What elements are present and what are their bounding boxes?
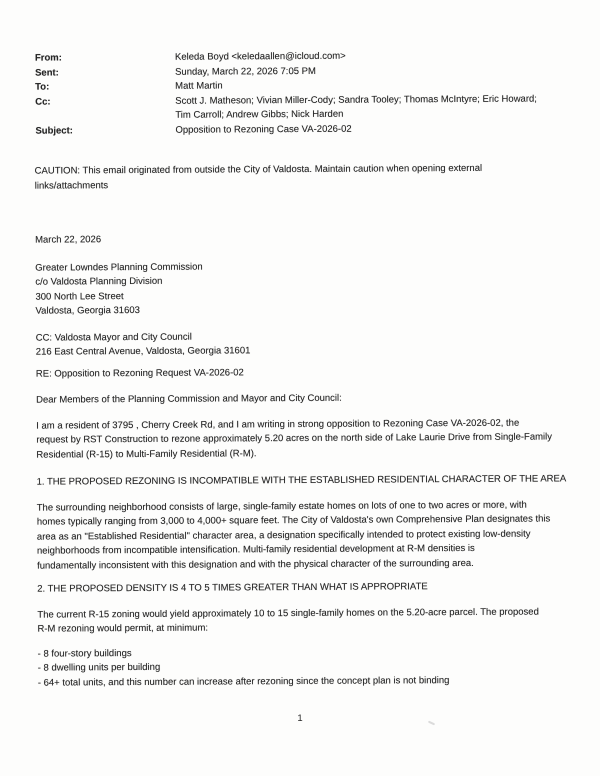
section1-heading: 1. THE PROPOSED REZONING IS INCOMPATIBLE WITH THE ESTABLISHED RESIDENTIAL CHARACTER OF THE AREA	[36, 473, 567, 488]
cc-label: Cc:	[35, 96, 51, 108]
subject-value: Opposition to Rezoning Case VA-2026-02	[175, 123, 352, 136]
subject-label: Subject:	[35, 124, 73, 137]
letter-date: March 22, 2026	[35, 234, 102, 246]
email-header	[35, 48, 599, 138]
salutation: Dear Members of the Planning Commission and Mayor and City Council:	[36, 392, 342, 406]
sent-value: Sunday, March 22, 2026 7:05 PM	[175, 65, 316, 78]
cc-value: Scott J. Matheson; Vivian Miller-Cody; Sandra Tooley; Thomas McIntyre; Eric Howard; Tim Carroll; Andrew Gibbs; Nick Harden	[175, 93, 537, 121]
page-number: 1	[297, 713, 303, 724]
header-row-cc	[35, 92, 598, 124]
section2-heading: 2. THE PROPOSED DENSITY IS 4 TO 5 TIMES GREATER THAN WHAT IS APPROPRIATE	[37, 581, 428, 595]
section1-paragraph: The surrounding neighborhood consists of large, single-family estate homes on lots of one to two acres or more, with homes typically ranging from 3,000 to 4,000+ square feet. The City of Valdosta's own Comprehensive Plan designates this area as an "Established Residential" character area, a designation specifically intended to protect existing low-density neighborhoods from incompatible intensification. Multi-family residential development at R-M densities is fundamentally inconsistent with this designation and with the physical character of the surrounding area.	[36, 499, 551, 572]
to-label: To:	[35, 81, 50, 93]
bullet-list: - 8 four-story buildings - 8 dwelling units per building - 64+ total units, and this number can increase after rezoning since the concept plan is not binding	[37, 647, 450, 689]
external-email-caution-banner: CAUTION: This email originated from outside the City of Valdosta. Maintain caution when opening external links/attachments	[34, 162, 483, 192]
re-subject-line: RE: Opposition to Rezoning Request VA-2026-02	[35, 366, 244, 380]
header-row-subject	[35, 121, 598, 139]
to-value: Matt Martin	[175, 80, 223, 92]
section2-paragraph: The current R-15 zoning would yield approximately 10 to 15 single-family homes on the 5.20-acre parcel. The proposed R-M rezoning would permit, at minimum:	[37, 606, 539, 635]
intro-paragraph: I am a resident of 3795 , Cherry Creek Rd, and I am writing in strong opposition to Rezoning Case VA-2026-02, the request by RST Construction to rezone approximately 5.20 acres on the north side of Lake Laurie Drive from Single-Family Residential (R-15) to Multi-Family Residential (R-M).	[36, 417, 553, 461]
from-value: Keleda Boyd <keledaallen@icloud.com>	[174, 50, 346, 63]
from-label: From:	[34, 52, 62, 64]
cc-address-block: CC: Valdosta Mayor and City Council 216 East Central Avenue, Valdosta, Georgia 31601	[35, 331, 251, 358]
recipient-address-block: Greater Lowndes Planning Commission c/o Valdosta Planning Division 300 North Lee Street Valdosta, Georgia 31603	[35, 261, 203, 317]
sent-label: Sent:	[35, 66, 59, 79]
